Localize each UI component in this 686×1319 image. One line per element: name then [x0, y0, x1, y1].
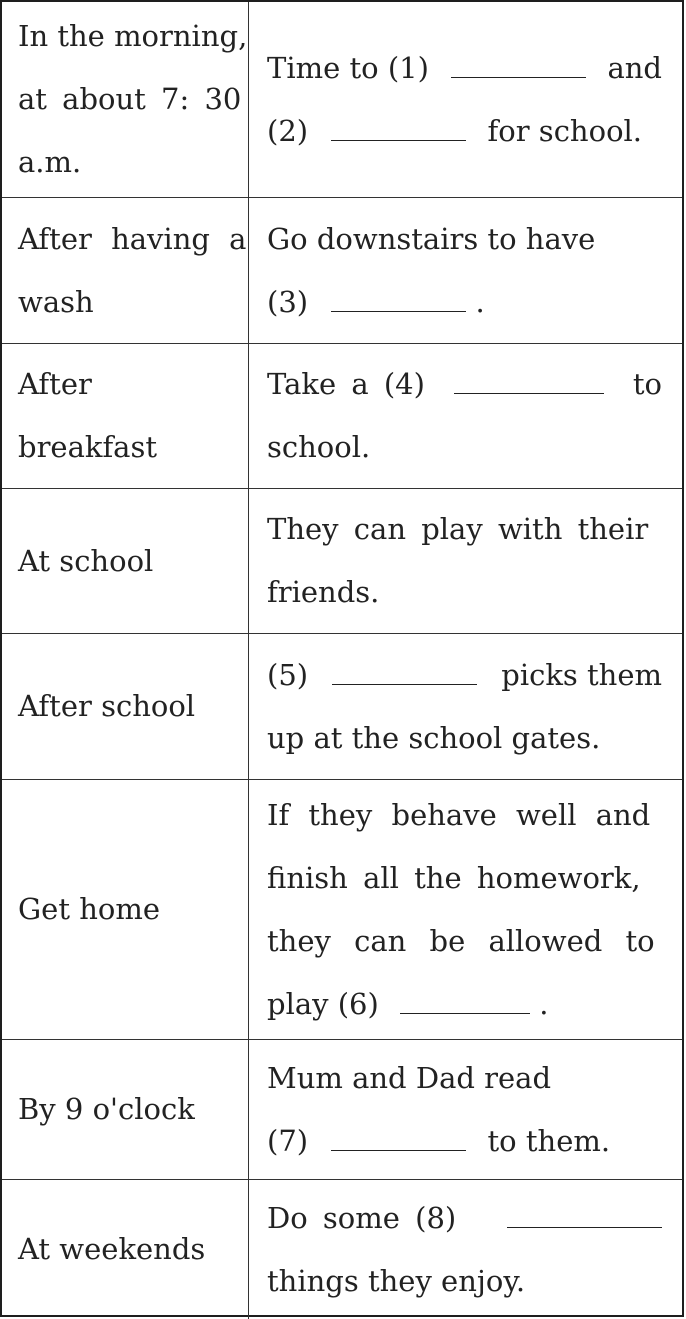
activity-text: Go downstairs to have: [267, 221, 596, 256]
time-text: After: [18, 367, 92, 401]
activity-text: friends.: [267, 575, 380, 609]
activity-cell: [249, 489, 682, 633]
activity-text: They can play with their: [267, 512, 649, 546]
blank-4[interactable]: [454, 363, 604, 394]
activity-text: (7): [267, 1123, 309, 1158]
activity-text: to: [632, 367, 662, 401]
table-row: [2, 1039, 682, 1179]
time-cell: [2, 198, 249, 343]
time-text: a.m.: [18, 145, 82, 179]
time-text: at about 7: 30: [18, 82, 242, 116]
time-text: At weekends: [18, 1232, 206, 1266]
activity-text: Do some (8): [267, 1200, 457, 1235]
activity-cell: [249, 780, 682, 1039]
activity-text: (2): [267, 113, 309, 148]
activity-text: .: [539, 986, 549, 1021]
activity-cell: [249, 1180, 682, 1319]
activity-text: Time to (1): [267, 50, 429, 85]
activity-text: finish all the homework,: [267, 860, 641, 895]
table-row: [2, 488, 682, 633]
activity-cell: [249, 2, 682, 197]
blank-8[interactable]: [507, 1197, 662, 1228]
table-row: [2, 633, 682, 779]
activity-cell: [249, 344, 682, 488]
table-row: [2, 2, 682, 197]
activity-text: and: [607, 50, 662, 85]
table-row: [2, 197, 682, 343]
activity-text: up at the school gates.: [267, 720, 601, 755]
blank-3[interactable]: [331, 281, 466, 312]
table-row: [2, 1179, 682, 1319]
time-cell: [2, 634, 249, 779]
time-text: breakfast: [18, 430, 158, 464]
time-cell: [2, 1180, 249, 1319]
time-cell: [2, 2, 249, 197]
activity-text: for school.: [487, 113, 643, 148]
table-row: [2, 779, 682, 1039]
activity-text: If they behave well and: [267, 797, 651, 832]
time-text: Get home: [18, 892, 160, 926]
activity-cell: [249, 1040, 682, 1179]
blank-2[interactable]: [331, 110, 466, 141]
activity-text: play (6): [267, 986, 379, 1021]
activity-text: Mum and Dad read: [267, 1060, 552, 1095]
time-cell: [2, 1040, 249, 1179]
time-text: At school: [18, 543, 154, 578]
activity-text: (5): [267, 657, 309, 692]
activity-text: school.: [267, 430, 371, 464]
table-row: [2, 343, 682, 488]
activity-text: to them.: [487, 1123, 611, 1158]
time-text: After school: [18, 689, 196, 723]
activity-text: picks them: [501, 657, 662, 692]
time-text: After having a: [18, 221, 247, 256]
activity-text: things they enjoy.: [267, 1263, 526, 1298]
activity-cell: [249, 198, 682, 343]
time-cell: [2, 344, 249, 488]
blank-7[interactable]: [331, 1120, 466, 1151]
activity-text: Take a (4): [267, 367, 425, 401]
time-cell: [2, 489, 249, 633]
time-text: In the morning,: [18, 19, 248, 53]
time-text: wash: [18, 284, 94, 319]
activity-text: .: [475, 284, 485, 319]
blank-1[interactable]: [451, 47, 586, 78]
blank-5[interactable]: [332, 654, 477, 685]
time-cell: [2, 780, 249, 1039]
activity-cell: [249, 634, 682, 779]
time-text: By 9 o'clock: [18, 1092, 195, 1126]
blank-6[interactable]: [400, 983, 530, 1014]
activity-text: (3): [267, 284, 309, 319]
activity-text: they can be allowed to: [267, 923, 655, 958]
